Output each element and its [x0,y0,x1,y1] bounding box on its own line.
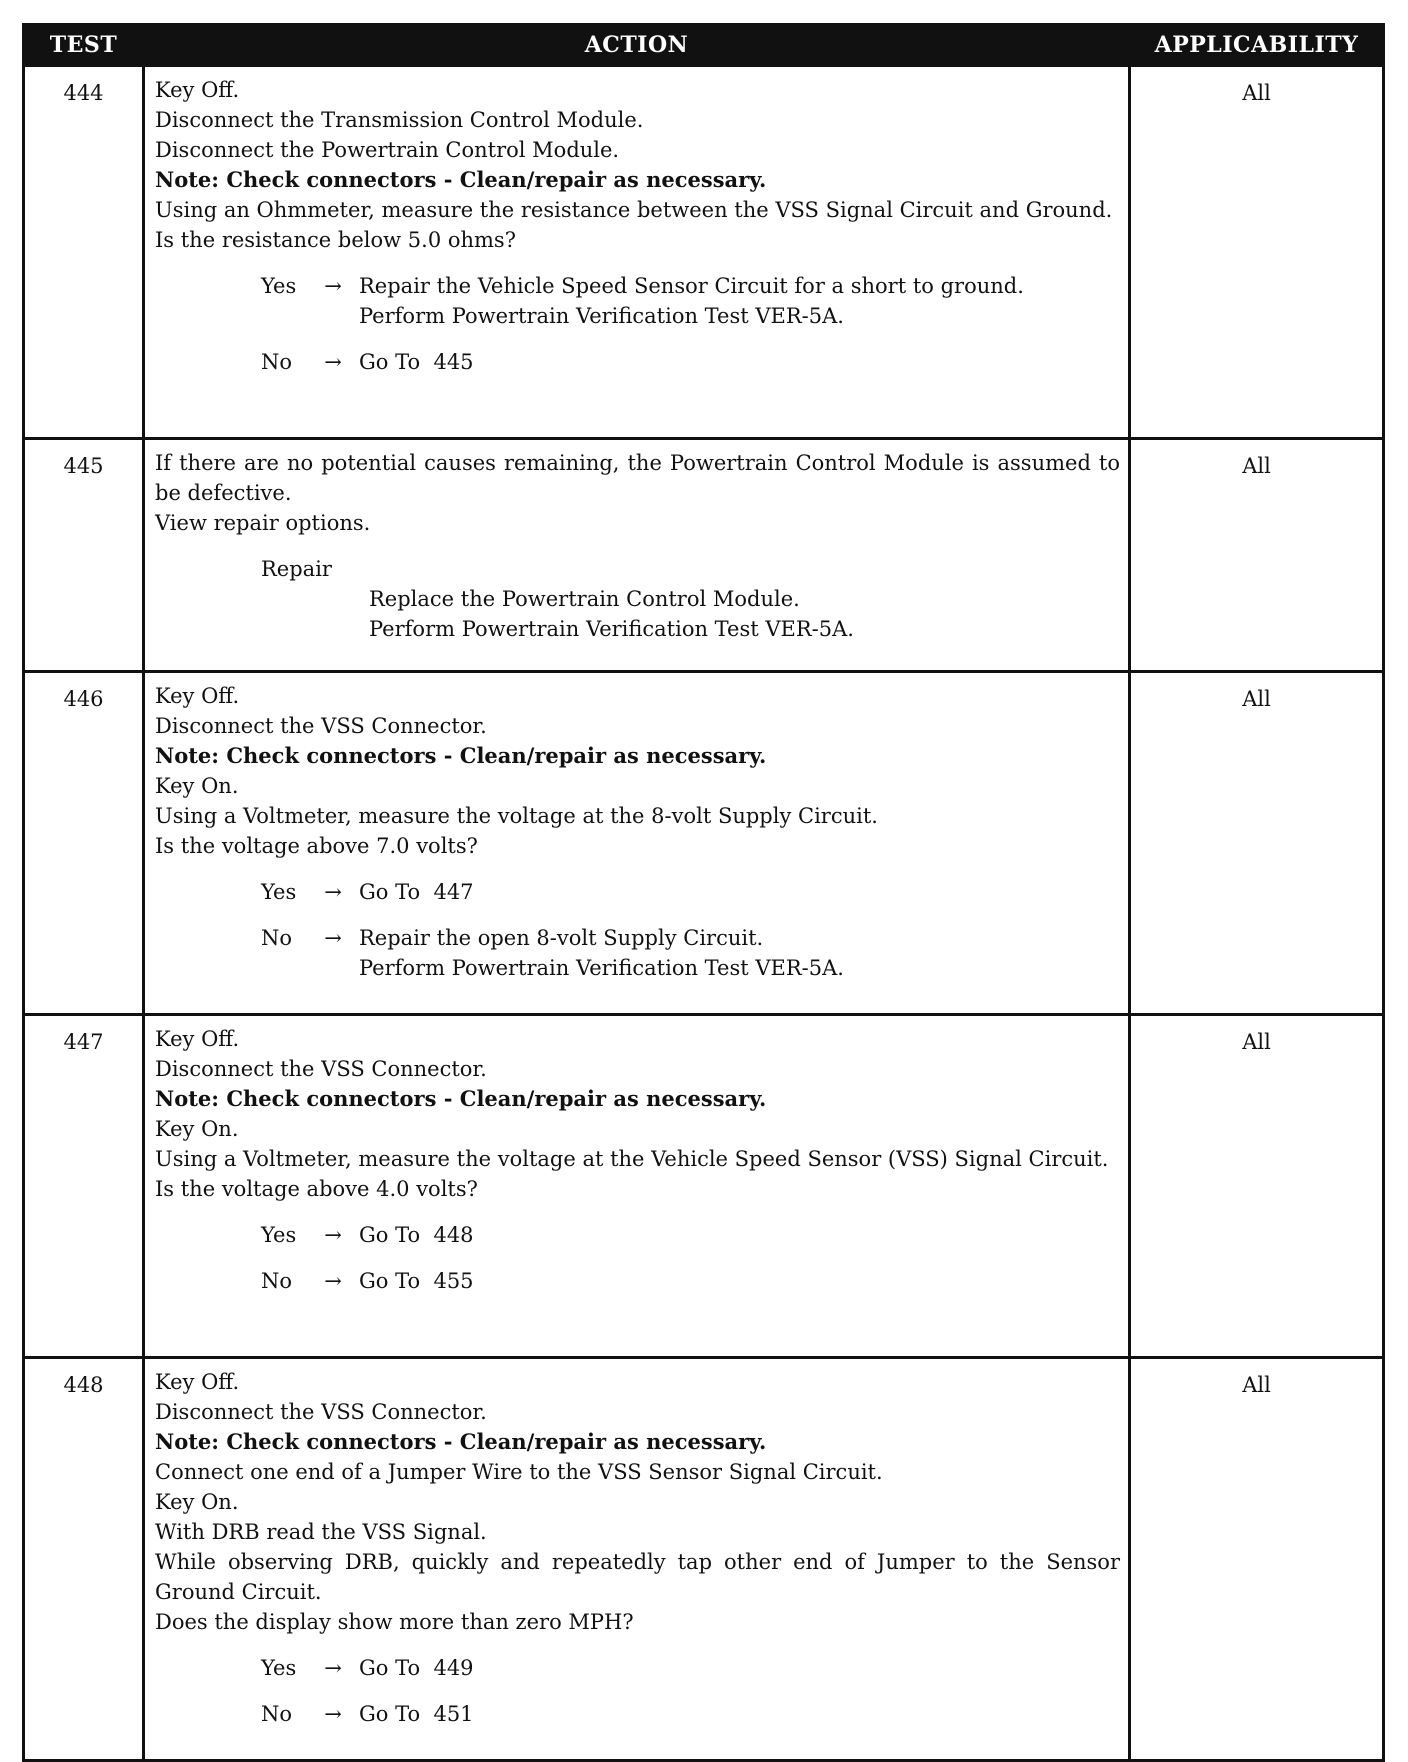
no-branch [261,1699,1120,1729]
action-step: With DRB read the VSS Signal. [155,1520,487,1544]
action-cell [144,1358,1130,1761]
repair-step: Perform Powertrain Verification Test VER-5A. [369,617,854,641]
yes-label: Yes [261,1656,297,1680]
action-step: If there are no potential causes remaining, the Powertrain Control Module is assumed to be defective. [155,451,1120,505]
action-step: Disconnect the Transmission Control Module. [155,108,644,132]
action-step: Key On. [155,774,239,798]
action-step: Disconnect the VSS Connector. [155,714,487,738]
no-result [359,923,844,983]
table-row [24,1358,1384,1761]
action-cell [144,66,1130,439]
action-step: Key Off. [155,684,240,708]
no-label: No [261,350,293,374]
test-number: 445 [24,439,144,672]
action-step: Disconnect the Powertrain Control Module. [155,138,620,162]
arrow-icon: → [324,1223,342,1247]
no-label: No [261,926,293,950]
action-step: Disconnect the VSS Connector. [155,1057,487,1081]
yes-label: Yes [261,274,297,298]
arrow-icon: → [324,880,342,904]
question-text: Does the display show more than zero MPH? [155,1610,634,1634]
yes-branch [261,1220,1120,1250]
goto-link[interactable]: Go To 447 [359,880,474,904]
arrow-icon: → [324,926,342,950]
diagnostic-test-table [22,23,1385,1762]
result-line: Repair the open 8-volt Supply Circuit. [359,926,764,950]
action-step: Using a Voltmeter, measure the voltage at the Vehicle Speed Sensor (VSS) Signal Circuit. [155,1147,1109,1171]
repair-steps [369,584,1120,644]
action-cell [144,439,1130,672]
test-number: 447 [24,1015,144,1358]
action-step: Key Off. [155,1370,240,1394]
applicability-value: All [1130,672,1384,1015]
note-text: Note: Check connectors - Clean/repair as necessary. [155,1429,767,1454]
header-test: TEST [24,25,144,66]
result-line: Perform Powertrain Verification Test VER-5A. [359,956,844,980]
question-text: Is the voltage above 4.0 volts? [155,1177,478,1201]
arrow-icon: → [324,274,342,298]
repair-step: Replace the Powertrain Control Module. [369,587,800,611]
table-row [24,1015,1384,1358]
applicability-value: All [1130,439,1384,672]
table-header-row [24,25,1384,66]
applicability-value: All [1130,66,1384,439]
yes-result [359,271,1024,331]
result-line: Perform Powertrain Verification Test VER-5A. [359,304,844,328]
question-text: Is the resistance below 5.0 ohms? [155,228,516,252]
result-line: Repair the Vehicle Speed Sensor Circuit for a short to ground. [359,274,1024,298]
no-branch [261,1266,1120,1296]
yes-branch [261,877,1120,907]
yes-branch [261,1653,1120,1683]
action-step: Using an Ohmmeter, measure the resistance between the VSS Signal Circuit and Ground. [155,198,1113,222]
yes-label: Yes [261,880,297,904]
action-step: Using a Voltmeter, measure the voltage at the 8-volt Supply Circuit. [155,804,878,828]
action-step: Key On. [155,1117,239,1141]
no-label: No [261,1702,293,1726]
yes-label: Yes [261,1223,297,1247]
question-text: Is the voltage above 7.0 volts? [155,834,478,858]
action-cell [144,672,1130,1015]
test-number: 448 [24,1358,144,1761]
note-text: Note: Check connectors - Clean/repair as necessary. [155,1086,767,1111]
header-action: ACTION [144,25,1130,66]
action-step: While observing DRB, quickly and repeatedly tap other end of Jumper to the Sensor Ground Circuit. [155,1550,1120,1604]
goto-link[interactable]: Go To 445 [359,350,474,374]
action-step: Key Off. [155,78,240,102]
action-step: Key Off. [155,1027,240,1051]
repair-label: Repair [261,557,332,581]
action-step: Key On. [155,1490,239,1514]
no-branch [261,347,1120,377]
applicability-value: All [1130,1015,1384,1358]
yes-branch [261,271,1120,331]
no-branch [261,923,1120,983]
arrow-icon: → [324,350,342,374]
table-row [24,672,1384,1015]
header-applicability: APPLICABILITY [1130,25,1384,66]
arrow-icon: → [324,1656,342,1680]
goto-link[interactable]: Go To 448 [359,1223,474,1247]
arrow-icon: → [324,1702,342,1726]
no-label: No [261,1269,293,1293]
test-number: 444 [24,66,144,439]
action-cell [144,1015,1130,1358]
action-step: View repair options. [155,511,371,535]
note-text: Note: Check connectors - Clean/repair as necessary. [155,167,767,192]
arrow-icon: → [324,1269,342,1293]
applicability-value: All [1130,1358,1384,1761]
action-step: Disconnect the VSS Connector. [155,1400,487,1424]
action-step: Connect one end of a Jumper Wire to the VSS Sensor Signal Circuit. [155,1460,883,1484]
goto-link[interactable]: Go To 451 [359,1702,474,1726]
goto-link[interactable]: Go To 455 [359,1269,474,1293]
goto-link[interactable]: Go To 449 [359,1656,474,1680]
table-row [24,66,1384,439]
table-row [24,439,1384,672]
test-number: 446 [24,672,144,1015]
note-text: Note: Check connectors - Clean/repair as necessary. [155,743,767,768]
